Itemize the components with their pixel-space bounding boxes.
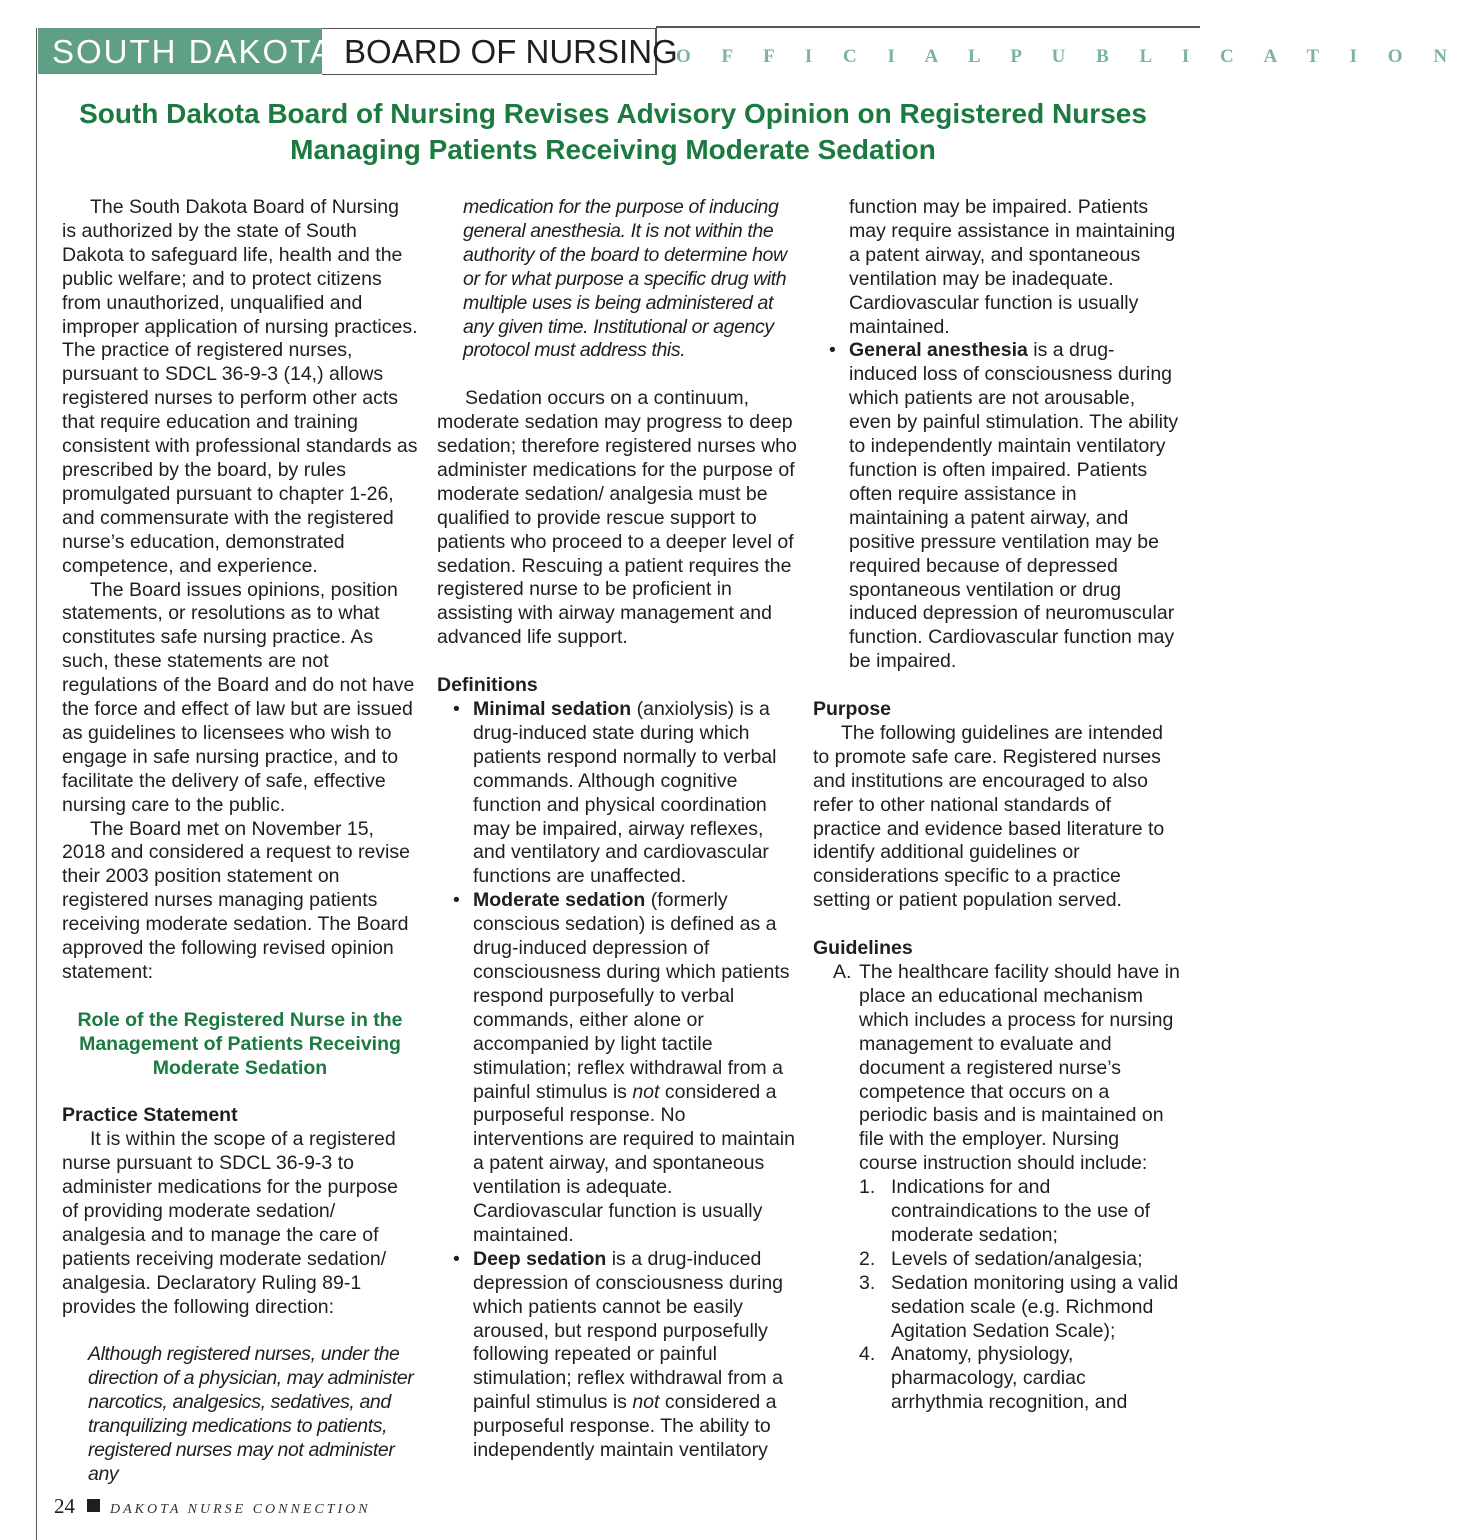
definition-text: is a drug-induced depression of consciousness during which patients cannot be easily aroused, but respond purposefully following repeated or painful stimulation; reflex withdrawal from a painful stimulus is — [473, 1247, 784, 1414]
term-moderate-sedation: Moderate sedation — [473, 889, 646, 912]
masthead-rule — [656, 26, 1200, 28]
masthead-board: BOARD OF NURSING — [322, 28, 657, 75]
guideline-letter: A. — [833, 960, 852, 983]
page-number: 24 — [54, 1494, 75, 1518]
masthead-state: SOUTH DAKOTA — [38, 28, 322, 74]
definitions-list — [437, 698, 799, 1463]
course-item-3 — [813, 1272, 1181, 1344]
definition-text: (anxiolysis) is a drug-induced state during which patients respond normally to verbal commands. Although cognitive function and physical coordination may be impaired, airway reflexes, and ventilatory and cardiovascular functions are unaffected. — [473, 698, 777, 888]
purpose-heading: Purpose — [813, 698, 892, 721]
masthead-tagline: O F F I C I A L P U B L I C A T I O N — [676, 46, 1460, 67]
article-headline — [60, 96, 1166, 168]
column-1 — [62, 196, 418, 1487]
emphasis-not: not — [632, 1080, 660, 1103]
page-left-rule — [36, 28, 37, 1540]
page-footer — [54, 1494, 371, 1519]
definition-general-anesthesia — [813, 339, 1181, 674]
footer-square-icon — [87, 1499, 100, 1512]
sedation-continuum-paragraph: Sedation occurs on a continuum, moderate sedation may progress to deep sedation; therefore registered nurses who administer medications for the purpose of moderate sedation/ analgesia must be qualified to provide rescue support to patients who proceed to a deeper level of sedation. Rescuing a patient requires the registered nurse to be proficient in assisting with airway management and advanced life support. — [437, 387, 797, 649]
statement-subhead: Role of the Registered Nurse in the Management of Patients Receiving Moderate Sedation — [77, 1008, 403, 1079]
definitions-list-continued — [813, 339, 1181, 674]
column-3 — [813, 196, 1181, 1415]
practice-statement-heading: Practice Statement — [62, 1104, 238, 1127]
board-meeting-paragraph: The Board met on November 15, 2018 and considered a request to revise their 2003 position statement on registered nurses managing patients receiving moderate sedation. The Board approved the following revised opinion statement: — [62, 817, 410, 983]
definition-text: is a drug-induced loss of consciousness during which patients are not arousable, even by painful stimulation. The ability to independently maintain ventilatory function is often impaired. Patients often require assistance in maintaining a patent airway, and positive pressure ventilation may be required because of depressed spontaneous ventilation or drug induced depression of neuromuscular function. Cardiovascular function may be impaired. — [849, 339, 1179, 673]
item-number: 3. — [859, 1271, 876, 1294]
course-item-2 — [813, 1248, 1181, 1272]
course-item-1 — [813, 1176, 1181, 1248]
definitions-heading: Definitions — [437, 674, 538, 697]
term-general-anesthesia: General anesthesia — [849, 339, 1028, 362]
item-number: 4. — [859, 1343, 876, 1366]
intro-paragraph: The South Dakota Board of Nursing is authorized by the state of South Dakota to safeguard life, health and the public welfare; and to protect citizens from unauthorized, unqualified and improper application of nursing practices. The practice of registered nurses, pursuant to SDCL 36-9-3 (14,) allows registered nurses to perform other acts that require education and training consistent with professional standards as prescribed by the board, by rules promulgated pursuant to chapter 1-26, and commensurate with the registered nurse’s education, demonstrated competence, and experience. — [62, 196, 418, 577]
publication-name: DAKOTA NURSE CONNECTION — [110, 1502, 371, 1517]
item-number: 1. — [859, 1176, 876, 1199]
definition-deep-sedation — [437, 1248, 799, 1463]
term-minimal-sedation: Minimal sedation — [473, 698, 632, 720]
definition-text: considered a purposeful response. No interventions are required to maintain a patent airway, and spontaneous ventilation is adequate. Cardiovascular function is usually maintained. — [473, 1080, 795, 1246]
headline-line-1: South Dakota Board of Nursing Revises Advisory Opinion on Registered Nurses — [79, 98, 1147, 129]
emphasis-not: not — [632, 1391, 660, 1414]
definition-minimal-sedation — [437, 698, 799, 889]
declaratory-ruling-quote: Although registered nurses, under the direction of a physician, may administer narcotics, analgesics, sedatives, and tranquilizing medications to patients, registered nurses may not administer any — [88, 1343, 414, 1485]
guideline-text: The healthcare facility should have in place an educational mechanism which includes a process for nursing management to evaluate and document a registered nurse’s competence that occurs on a periodic basis and is maintained on file with the employer. Nursing course instruction should include: — [859, 960, 1180, 1175]
headline-line-2: Managing Patients Receiving Moderate Sedation — [290, 134, 936, 165]
term-deep-sedation: Deep sedation — [473, 1247, 607, 1270]
definition-text: considered a purposeful response. The ability to independently maintain ventilatory — [473, 1391, 777, 1462]
purpose-paragraph: The following guidelines are intended to promote safe care. Registered nurses and institutions are encouraged to also refer to other national standards of practice and evidence based literature to identify additional guidelines or considerations specific to a practice setting or patient population served. — [813, 721, 1165, 912]
definition-moderate-sedation — [437, 889, 799, 1248]
item-text: Levels of sedation/analgesia; — [891, 1247, 1143, 1270]
guidelines-heading: Guidelines — [813, 937, 913, 960]
practice-statement-paragraph: It is within the scope of a registered nurse pursuant to SDCL 36-9-3 to administer medications for the purpose of providing moderate sedation/ analgesia and to manage the care of patients receiving moderate sedation/ analgesia. Declaratory Ruling 89-1 provides the following direction: — [62, 1128, 399, 1318]
item-text: Anatomy, physiology, pharmacology, cardiac arrhythmia recognition, and — [891, 1343, 1128, 1414]
column-2 — [437, 196, 799, 1463]
course-item-4 — [813, 1343, 1181, 1415]
declaratory-ruling-quote-continued: medication for the purpose of inducing general anesthesia. It is not within the authority of the board to determine how or for what purpose a specific drug with multiple uses is being administered at any given time. Institutional or agency protocol must address this. — [463, 196, 787, 362]
item-number: 2. — [859, 1247, 876, 1270]
item-text: Sedation monitoring using a valid sedation scale (e.g. Richmond Agitation Sedation Scale); — [891, 1271, 1179, 1342]
deep-sedation-continued: function may be impaired. Patients may require assistance in maintaining a patent airway, and spontaneous ventilation may be inadequate. Cardiovascular function is usually maintained. — [849, 196, 1176, 338]
item-text: Indications for and contraindications to the use of moderate sedation; — [891, 1176, 1151, 1246]
guideline-a — [813, 961, 1181, 1176]
definition-text: (formerly conscious sedation) is defined as a drug-induced depression of consciousness during which patients respond purposefully to verbal commands, either alone or accompanied by light tactile stimulation; reflex withdrawal from a painful stimulus is — [473, 889, 790, 1103]
board-opinions-paragraph: The Board issues opinions, position statements, or resolutions as to what constitutes safe nursing practice. As such, these statements are not regulations of the Board and do not have the force and effect of law but are issued as guidelines to licensees who wish to engage in safe nursing practice, and to facilitate the delivery of safe, effective nursing care to the public. — [62, 578, 415, 816]
